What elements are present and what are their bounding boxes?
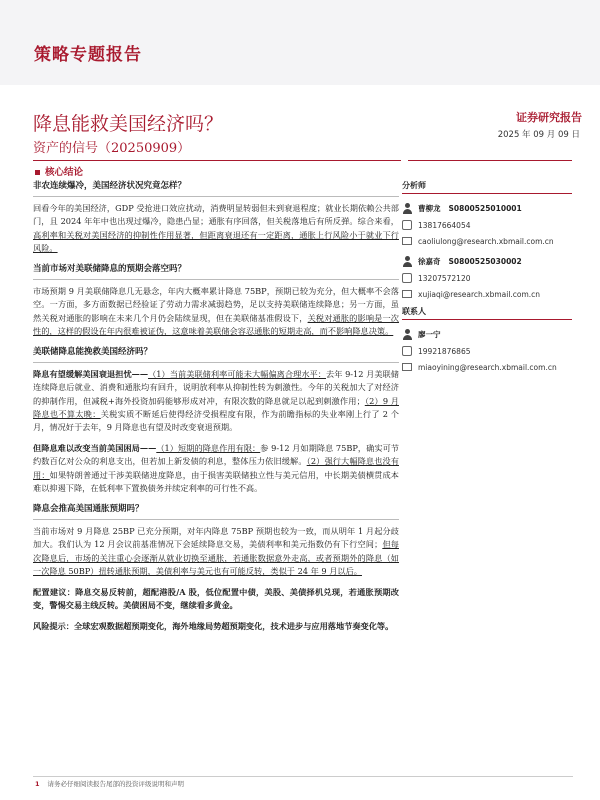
analyst-license: S0800525010001 bbox=[448, 204, 522, 213]
analyst-phone: 13817664054 bbox=[418, 220, 471, 230]
section-paragraph: 当前市场对 9 月降息 25BP 已充分预期，对年内降息 75BP 预期也较为一致，而从明年 1 月起分歧加大。我们认为 12 月会议前基准情况下会延续降息交易，美债利率和美元指数仍有下行空间；但每次降息后，市场的关注重心会逐渐从就业切换至通胀，若通胀数据意外走高，或者预期外的降息（如一次降息 50BP）扭转通胀预期，美债利率与美元也有可能反转，类似于 24 年 9 月以后。 bbox=[33, 526, 399, 576]
phone-icon bbox=[402, 346, 412, 356]
section-heading: 降息会推高美国通胀预期吗？ bbox=[33, 503, 399, 520]
report-date: 2025 年 09 月 09 日 bbox=[497, 130, 580, 140]
mail-icon bbox=[402, 290, 412, 298]
report-category: 策略专题报告 bbox=[34, 45, 142, 65]
section-heading: 当前市场对美联储降息的预期会落空吗？ bbox=[33, 263, 399, 280]
analyst-card bbox=[402, 253, 572, 302]
bullet-icon bbox=[35, 170, 40, 175]
key-conclusion-heading: 核心结论 bbox=[35, 164, 83, 178]
phone-icon bbox=[402, 220, 412, 230]
person-icon bbox=[402, 329, 413, 340]
analyst-name: 徐嘉奇 bbox=[418, 257, 441, 266]
phone-icon bbox=[402, 273, 412, 283]
analyst-phone: 13207572120 bbox=[418, 273, 471, 283]
divider bbox=[33, 160, 401, 161]
contact-phone: 19921876865 bbox=[418, 346, 471, 356]
section-paragraph: 市场预期 9 月美联储降息几无悬念，年内大概率累计降息 75BP，预期已较为充分，但大概率不会落空。一方面，多方面数据已经验证了劳动力需求减弱趋势，足以支持美联储连续降息；另一方面，虽然关税对通胀的影响在未来几个月仍会陆续显现，但在美联储基准假设下，关税对通胀的影响是一次性的，这样的假设在年内很难被证伪，这意味着美联储会容忍通胀的短期走高，而不影响降息决策。 bbox=[33, 286, 399, 336]
person-icon bbox=[402, 256, 413, 267]
divider bbox=[408, 160, 572, 161]
report-subtitle: 资产的信号（20250909） bbox=[33, 141, 191, 156]
analyst-sidebar bbox=[402, 180, 572, 379]
person-icon bbox=[402, 203, 413, 214]
analyst-name: 曹柳龙 bbox=[418, 204, 441, 213]
section-paragraph: 降息有望缓解美国衰退担忧——（1）当前美联储利率可能未大幅偏离合理水平：去年 9-12 月美联储连续降息后就业、消费和通胀均有回升，说明放利率从抑制性转为刺激性。今年的关税加大了对经济的抑制作用，但减税+海外投资加码能够形成对冲，有限次数的降息就足以起到刺激作用；（2）9 月降息也不算太晚：关税实质不断延后使得经济受损程度有限，作为前瞻指标的失业率刚上行了 2 个月，情况好于去年，9 月降息也有望及时改变衰退预期。 bbox=[33, 369, 399, 433]
contact-email[interactable]: miaoyining@research.xbmail.com.cn bbox=[418, 362, 557, 372]
analyst-email[interactable]: xujiaqi@research.xbmail.com.cn bbox=[418, 289, 541, 299]
mail-icon bbox=[402, 237, 412, 245]
contact-card bbox=[402, 326, 572, 375]
report-type: 证券研究报告 bbox=[516, 111, 582, 124]
risk-warning: 风险提示：全球宏观数据超预期变化，海外地缘局势超预期变化，技术进步与应用落地节奏变化等。 bbox=[33, 621, 394, 632]
section-heading: 非农连续爆冷，美国经济状况究竟怎样？ bbox=[33, 180, 399, 197]
analyst-email[interactable]: caoliulong@research.xbmail.com.cn bbox=[418, 236, 554, 246]
section-paragraph: 但降息难以改变当前美国困局——（1）短期的降息作用有限：参 9-12 月如期降息 75BP，确实可节约数百亿对公众的利息支出，但若加上新发债的利息，整体压力依旧缓解。（2）强行大幅降息也没有用：如果特朗普通过干涉美联储进度降息，由于损害美联储独立性与美元信用，中长期美债横贯成本难以抑遏下降，在低利率下置换债务并续定利率的可行性不高。 bbox=[33, 443, 399, 493]
page-number: 1 bbox=[35, 780, 40, 788]
contacts-heading: 联系人 bbox=[402, 306, 572, 320]
analysts-heading: 分析师 bbox=[402, 180, 572, 194]
footer-disclaimer: 请务必仔细阅读报告尾部的投资评级说明和声明 bbox=[47, 780, 185, 788]
report-title: 降息能救美国经济吗？ bbox=[33, 113, 224, 135]
section-heading: 美联储降息能挽救美国经济吗？ bbox=[33, 346, 399, 363]
footer-divider bbox=[33, 776, 573, 777]
main-content bbox=[33, 180, 399, 642]
section-paragraph: 回看今年的美国经济，GDP 受抢进口效应扰动，消费明显转弱但未到衰退程度；就业长期依赖公共部门，且 2024 年年中也出现过爆冷，隐患凸显；通胀有序回落，但关税落地后有所反弹。综合来看，高利率和关税对美国经济的抑制性作用显著，但距离衰退还有一定距离，通胀上行风险小于就业下行风险。 bbox=[33, 203, 399, 253]
mail-icon bbox=[402, 363, 412, 371]
config-suggestion: 配置建议：降息交易反转前，超配港股/A 股，低位配置中债，美股、美债择机兑现，若通胀预期改变，警惕交易主线反转。美债困局不变，继续看多黄金。 bbox=[33, 587, 399, 611]
analyst-license: S0800525030002 bbox=[448, 257, 522, 266]
contact-name: 廖一宁 bbox=[418, 330, 441, 339]
page-footer bbox=[35, 779, 184, 788]
analyst-card bbox=[402, 200, 572, 249]
